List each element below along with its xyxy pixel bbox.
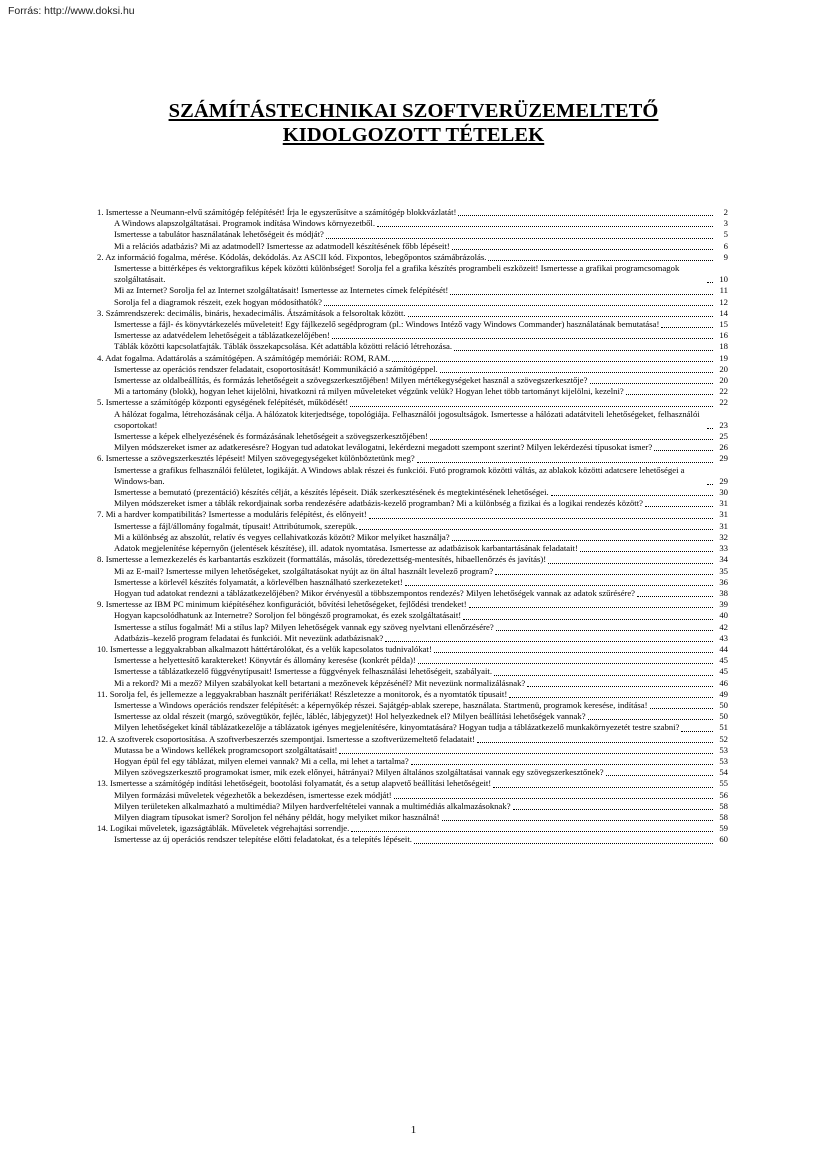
dot-leader: [661, 326, 713, 328]
dot-leader: [452, 248, 713, 250]
toc-entry[interactable]: [97, 554, 728, 565]
toc-entry-page: 26: [719, 442, 728, 453]
toc-entry-text: Hogyan kapcsolódhatunk az Internetre? Soroljon fel böngésző programokat, és ezek szolgáltatásait!: [114, 610, 462, 621]
toc-entry[interactable]: [97, 778, 728, 789]
toc-entry[interactable]: [97, 812, 728, 823]
dot-leader: [324, 304, 713, 306]
toc-entry-text: Ismertesse a fájl- és könyvtárkezelés műveleteit! Egy fájlkezelő segédprogram (pl.: Windows Intéző vagy Windows Commander) használatának bemutatása!: [114, 319, 660, 330]
dot-leader: [454, 349, 713, 351]
toc-entry-text: Ismertesse a Windows operációs rendszer felépítését: a képernyőkép részei. Sajátgép-ablak szerepe, használata. Startmenü, programok keresése, indítása!: [114, 699, 648, 710]
dot-leader: [394, 797, 713, 799]
dot-leader: [469, 606, 713, 608]
toc-entry-text: 5. Ismertesse a számítógép központi egységének felépítését, működését!: [97, 397, 349, 408]
toc-entry-page: 20: [719, 363, 728, 374]
toc-entry-page: 29: [719, 453, 728, 464]
toc-entry-page: 58: [719, 800, 728, 811]
toc-entry[interactable]: [97, 218, 728, 229]
dot-leader: [527, 685, 713, 687]
toc-entry[interactable]: [97, 678, 728, 689]
toc-entry[interactable]: [97, 252, 728, 263]
toc-entry[interactable]: [97, 397, 728, 408]
toc-entry-page: 51: [719, 722, 728, 733]
toc-entry-page: 5: [723, 229, 728, 240]
dot-leader: [440, 371, 713, 373]
dot-leader: [377, 225, 713, 227]
dot-leader: [332, 337, 713, 339]
toc-entry-page: 30: [719, 487, 728, 498]
toc-entry-page: 10: [719, 274, 728, 285]
toc-entry[interactable]: [97, 465, 728, 487]
toc-entry[interactable]: [97, 610, 728, 621]
toc-entry-page: 60: [719, 834, 728, 845]
toc-entry-page: 25: [719, 431, 728, 442]
toc-entry[interactable]: [97, 801, 728, 812]
toc-entry[interactable]: [97, 543, 728, 554]
dot-leader: [477, 741, 713, 743]
toc-entry-text: Milyen lehetőségeket kínál táblázatkezelője a táblázatok igényes megjelenítésére, kinyomtatására? Hogyan tudja a táblázatkezelő munkakörnyezetét testre szabni?: [114, 722, 680, 733]
toc-entry-page: 42: [719, 621, 728, 632]
toc-entry[interactable]: [97, 532, 728, 543]
toc-entry-page: 45: [719, 666, 728, 677]
toc-entry-page: 49: [719, 688, 728, 699]
dot-leader: [385, 640, 713, 642]
toc-entry-text: Ismertesse a fájl/állomány fogalmát, típusait! Attribútumok, szerepük.: [114, 520, 358, 531]
dot-leader: [458, 214, 713, 216]
toc-entry-text: Ismertesse a körlevél készítés folyamatát, a körlevélben használható szerkezeteket!: [114, 576, 403, 587]
toc-entry-page: 12: [719, 296, 728, 307]
toc-entry[interactable]: [97, 308, 728, 319]
toc-entry[interactable]: [97, 319, 728, 330]
dot-leader: [326, 237, 713, 239]
page-number: 1: [410, 1124, 417, 1136]
toc-entry-page: 2: [723, 207, 728, 217]
dot-leader: [369, 517, 713, 519]
toc-entry-page: 32: [719, 531, 728, 542]
toc-entry-page: 33: [719, 543, 728, 554]
toc-entry-page: 38: [719, 587, 728, 598]
toc-entry-text: Sorolja fel a diagramok részeit, ezek hogyan módosíthatók?: [114, 296, 322, 307]
toc-entry-text: A hálózat fogalma, létrehozásának célja. A hálózatok kiterjedtsége, topológiája. Felhasználói jogosultságok. Ismertesse a hálózati adatátviteli lehetőségeket, felhasználói csoportokat!: [114, 408, 700, 430]
toc-entry-page: 23: [719, 419, 728, 430]
dot-leader: [707, 281, 713, 283]
toc-entry[interactable]: [97, 285, 728, 296]
dot-leader: [590, 382, 713, 384]
toc-entry-page: 18: [719, 341, 728, 352]
toc-entry-text: Ismertesse a tabulátor használatának lehetőségeit és módját?: [114, 229, 324, 240]
toc-entry-page: 31: [719, 498, 728, 509]
toc-entry-text: 2. Az információ fogalma, mérése. Kódolás, dekódolás. Az ASCII kód. Fixpontos, lebegőpontos számábrázolás.: [97, 251, 487, 262]
toc-entry-page: 50: [719, 711, 728, 722]
toc-entry-text: 3. Számrendszerek: decimális, bináris, hexadecimális. Átszámítások a felsoroltak között.: [97, 307, 406, 318]
dot-leader: [606, 774, 713, 776]
toc-entry-text: A Windows alapszolgáltatásai. Programok indítása Windows környezetből.: [114, 218, 376, 229]
toc-entry[interactable]: [97, 341, 728, 352]
toc-entry[interactable]: [97, 431, 728, 442]
toc-entry-page: 31: [719, 509, 728, 520]
dot-leader: [411, 763, 713, 765]
toc-entry-page: 22: [719, 386, 728, 397]
toc-entry-page: 16: [719, 330, 728, 341]
dot-leader: [430, 438, 713, 440]
dot-leader: [488, 259, 713, 261]
dot-leader: [434, 651, 713, 653]
toc-entry-text: 7. Mi a hardver kompatibilitás? Ismertesse a moduláris felépítést, és előnyeit!: [97, 509, 367, 520]
toc-entry[interactable]: [97, 453, 728, 464]
toc-entry-text: Mi a relációs adatbázis? Mi az adatmodell? Ismertesse az adatmodell készítésének főbb lépéseit!: [114, 240, 450, 251]
toc-entry[interactable]: [97, 487, 728, 498]
table-of-contents: [97, 207, 728, 846]
toc-entry[interactable]: [97, 599, 728, 610]
toc-entry-text: Mi a rekord? Mi a mező? Milyen szabályokat kell betartani a mezőnevek képzésénél? Mit nevezünk normalizálásnak?: [114, 677, 526, 688]
toc-entry-text: Mi a különbség az abszolút, relatív és vegyes cellahivatkozás között? Mikor melyiket használja?: [114, 531, 450, 542]
toc-entry[interactable]: [97, 375, 728, 386]
toc-entry-page: 50: [719, 699, 728, 710]
toc-entry[interactable]: [97, 509, 728, 520]
toc-entry[interactable]: [97, 734, 728, 745]
dot-leader: [339, 752, 713, 754]
toc-entry-page: 56: [719, 789, 728, 800]
dot-leader: [452, 539, 713, 541]
toc-entry[interactable]: [97, 241, 728, 252]
dot-leader: [493, 786, 713, 788]
dot-leader: [417, 461, 713, 463]
toc-entry-page: 40: [719, 610, 728, 621]
toc-entry-page: 22: [719, 397, 728, 408]
dot-leader: [359, 528, 713, 530]
toc-entry-text: 1. Ismertesse a Neumann-elvű számítógép felépítését! Írja le egyszerűsítve a számítógép blokkvázlatát!: [97, 207, 457, 217]
toc-entry-text: Ismertesse a képek elhelyezésének és formázásának lehetőségeit a szövegszerkesztőjében!: [114, 431, 429, 442]
toc-entry-text: 11. Sorolja fel, és jellemezze a leggyakrabban használt perifériákat! Részletezze a monitorok, és a nyomtatók típusait!: [97, 688, 508, 699]
toc-entry-text: Ismertesse a táblázatkezelő függvénytípusait! Ismertesse a függvények felhasználási lehetőségeit, szabályait.: [114, 666, 492, 677]
toc-entry-text: Ismertesse a bemutató (prezentáció) készítés célját, a készítés lépéseit. Diák szerkesztésének és megtekintésének lehetőségei.: [114, 487, 549, 498]
dot-leader: [392, 360, 713, 362]
toc-entry-page: 44: [719, 643, 728, 654]
dot-leader: [509, 696, 713, 698]
dot-leader: [645, 505, 713, 507]
toc-entry-text: Mi a tartomány (blokk), hogyan lehet kijelölni, hivatkozni rá milyen műveleteket végzünk velük? Hogyan lehet több tartományt kijelölni, kezelni?: [114, 386, 624, 397]
toc-entry-page: 59: [719, 823, 728, 834]
toc-entry[interactable]: [97, 364, 728, 375]
toc-entry-text: Milyen módszereket ismer az adatkeresésre? Hogyan tud adatokat leválogatni, lekérdezni megadott szempont szerint? Milyen lekérdezési típusokat ismer?: [114, 442, 653, 453]
dot-leader: [513, 808, 713, 810]
toc-entry-text: Hogyan épül fel egy táblázat, milyen elemei vannak? Mi a cella, mi lehet a tartalma?: [114, 755, 409, 766]
toc-entry-page: 54: [719, 767, 728, 778]
toc-entry-page: 46: [719, 677, 728, 688]
toc-entry[interactable]: [97, 834, 728, 845]
toc-entry[interactable]: [97, 711, 728, 722]
dot-leader: [588, 718, 713, 720]
toc-entry-text: 14. Logikai műveletek, igazságtáblák. Műveletek végrehajtási sorrendje.: [97, 823, 350, 834]
toc-entry-text: Ismertesse a helyettesítő karaktereket! Könyvtár és állomány keresése (konkrét példa)!: [114, 655, 416, 666]
toc-entry[interactable]: [97, 756, 728, 767]
toc-entry[interactable]: [97, 622, 728, 633]
toc-entry[interactable]: [97, 633, 728, 644]
dot-leader: [450, 293, 713, 295]
dot-leader: [707, 427, 713, 429]
toc-entry[interactable]: [97, 577, 728, 588]
toc-entry-text: Ismertesse az új operációs rendszer telepítése előtti feladatokat, és a telepítés lépéseit.: [114, 834, 412, 845]
toc-entry[interactable]: [97, 263, 728, 285]
toc-entry[interactable]: [97, 409, 728, 431]
toc-entry[interactable]: [97, 666, 728, 677]
toc-entry-page: 29: [719, 475, 728, 486]
toc-entry-text: Ismertesse a stílus fogalmát! Mi a stílus lap? Milyen lehetőségek vannak egy szöveg nyelvtani ellenőrzésére?: [114, 621, 494, 632]
toc-entry-text: Milyen diagram típusokat ismer? Soroljon fel néhány példát, hogy melyiket mikor használná!: [114, 811, 440, 822]
dot-leader: [495, 573, 713, 575]
toc-entry-text: Ismertesse az adatvédelem lehetőségeit a táblázatkezelőjében!: [114, 330, 330, 341]
toc-entry-page: 3: [723, 218, 728, 229]
dot-leader: [551, 494, 713, 496]
toc-entry-page: 34: [719, 554, 728, 565]
toc-entry-page: 43: [719, 632, 728, 643]
source-header: Forrás: http://www.doksi.hu: [8, 5, 135, 17]
toc-entry[interactable]: [97, 790, 728, 801]
toc-entry-page: 20: [719, 375, 728, 386]
toc-entry[interactable]: [97, 297, 728, 308]
toc-entry-text: Ismertesse a grafikus felhasználói felületet, logikáját. A Windows ablak részei és funkciói. Futó programok közötti váltás, az ablakok közötti adatcsere lehetőségei a Windows-ban.: [114, 464, 685, 486]
toc-entry[interactable]: [97, 566, 728, 577]
toc-entry[interactable]: [97, 644, 728, 655]
toc-entry-text: Ismertesse az operációs rendszer feladatait, csoportosítását! Kommunikáció a számítógéppel.: [114, 363, 438, 374]
toc-entry-text: Milyen módszereket ismer a táblák rekordjainak sorba rendezésére adatbázis-kezelő programban? Mi a különbség a fizikai és a logikai rendezés között?: [114, 498, 643, 509]
toc-entry-text: Milyen formázási műveletek végezhetők a bekezdésen, ismertesse ezek módját!: [114, 789, 392, 800]
dot-leader: [494, 674, 713, 676]
toc-entry-page: 45: [719, 655, 728, 666]
toc-entry[interactable]: [97, 498, 728, 509]
dot-leader: [681, 730, 713, 732]
dot-leader: [548, 562, 713, 564]
toc-entry-text: Mi az E-mail? Ismertesse milyen lehetőségeket, szolgáltatásokat nyújt az ön által használt levelező program?: [114, 565, 494, 576]
toc-entry-text: Milyen szövegszerkesztő programokat ismer, mik ezek előnyei, hátrányai? Milyen általános szolgáltatásai vannak egy szövegszerkesztőnek?: [114, 767, 604, 778]
toc-entry[interactable]: [97, 722, 728, 733]
toc-entry-text: Mi az Internet? Sorolja fel az Internet szolgáltatásait! Ismertesse az Internetes címek felépítését!: [114, 285, 449, 296]
toc-entry-text: 9. Ismertesse az IBM PC minimum kiépítéséhez konfigurációt, bővítési lehetőségeket, fejlődési trendeket!: [97, 599, 467, 610]
toc-entry[interactable]: [97, 330, 728, 341]
toc-entry-text: 4. Adat fogalma. Adattárolás a számítógépen. A számítógép memóriái: ROM, RAM.: [97, 352, 391, 363]
dot-leader: [350, 405, 713, 407]
toc-entry[interactable]: [97, 442, 728, 453]
toc-entry-text: Adatok megjelenítése képernyőn (jelentések készítése), ill. adatok nyomtatása. Ismertesse az adatbázisok karbantartásának feladatait!: [114, 543, 578, 554]
toc-entry[interactable]: [97, 700, 728, 711]
toc-entry[interactable]: [97, 521, 728, 532]
toc-entry-text: Ismertesse az oldal részeit (margó, szövegtükör, fejléc, lábléc, lábjegyzet)! Hol helyezkednek el? Milyen beállítási lehetőségek vannak?: [114, 711, 586, 722]
toc-entry-page: 19: [719, 352, 728, 363]
dot-leader: [496, 629, 713, 631]
toc-entry-page: 55: [719, 778, 728, 789]
toc-entry-page: 31: [719, 520, 728, 531]
dot-leader: [580, 550, 713, 552]
toc-entry-text: 6. Ismertesse a szövegszerkesztés lépéseit! Milyen szövegegységeket különböztetünk meg?: [97, 453, 415, 464]
toc-entry-text: Mutassa be a Windows kellékek programcsoport szolgáltatásait!: [114, 744, 338, 755]
toc-entry-text: Milyen területeken alkalmazható a multimédia? Milyen hardverfeltételei vannak a multimédiás alkalmazásoknak?: [114, 800, 511, 811]
document-title-line2: KIDOLGOZOTT TÉTELEK: [282, 124, 545, 146]
toc-entry[interactable]: [97, 588, 728, 599]
toc-entry[interactable]: [97, 207, 728, 218]
dot-leader: [626, 393, 713, 395]
toc-entry-text: Ismertesse a bittérképes és vektorgrafikus képek közötti különbséget! Sorolja fel a grafika készítés programbeli eszközeit! Ismertesse a grafikai programcsomagok szolgáltatásait.: [114, 263, 680, 285]
toc-entry-page: 58: [719, 811, 728, 822]
toc-entry-text: Adatbázis–kezelő program feladatai és funkciói. Mit nevezünk adatbázisnak?: [114, 632, 384, 643]
toc-entry-text: 8. Ismertesse a lemezkezelés és karbantartás eszközeit (formattálás, másolás, töredezettség-mentesítés, hibaellenőrzés és javítás)!: [97, 554, 547, 565]
toc-entry[interactable]: [97, 655, 728, 666]
toc-entry-text: Hogyan tud adatokat rendezni a táblázatkezelőjében? Mikor érvényesül a többszempontos rendezés? Milyen lehetőségek vannak az adatok szűrésére?: [114, 587, 636, 598]
toc-entry[interactable]: [97, 745, 728, 756]
dot-leader: [463, 618, 713, 620]
dot-leader: [637, 595, 713, 597]
dot-leader: [654, 449, 713, 451]
toc-entry-text: Ismertesse az oldalbeállítás, és formázás lehetőségeit a szövegszerkesztőjében! Milyen mértékegységeket használ a szövegszerkesztője?: [114, 375, 588, 386]
toc-entry-page: 53: [719, 744, 728, 755]
toc-entry-page: 52: [719, 733, 728, 744]
dot-leader: [418, 662, 713, 664]
toc-entry[interactable]: [97, 353, 728, 364]
toc-entry[interactable]: [97, 767, 728, 778]
toc-entry-text: 10. Ismertesse a leggyakrabban alkalmazott háttértárolókat, és a velük kapcsolatos tudnivalókat!: [97, 643, 432, 654]
toc-entry[interactable]: [97, 229, 728, 240]
toc-entry-text: Táblák közötti kapcsolatfajták. Táblák összekapcsolása. Két adattábla közötti reláció létrehozása.: [114, 341, 453, 352]
dot-leader: [351, 830, 713, 832]
dot-leader: [442, 819, 713, 821]
toc-entry-page: 39: [719, 599, 728, 610]
toc-entry-page: 36: [719, 576, 728, 587]
dot-leader: [405, 584, 713, 586]
toc-entry-page: 11: [719, 285, 728, 296]
dot-leader: [707, 483, 713, 485]
toc-entry-text: 12. A szoftverek csoportosítása. A szoftverbeszerzés szempontjai. Ismertesse a szoftverüzemeltető feladatait!: [97, 733, 476, 744]
toc-entry-page: 15: [719, 319, 728, 330]
dot-leader: [650, 707, 713, 709]
dot-leader: [408, 315, 713, 317]
document-title-line1: SZÁMÍTÁSTECHNIKAI SZOFTVERÜZEMELTETŐ: [168, 100, 659, 122]
toc-entry-page: 9: [723, 251, 728, 262]
toc-entry-page: 6: [723, 240, 728, 251]
toc-entry-page: 53: [719, 755, 728, 766]
toc-entry[interactable]: [97, 386, 728, 397]
toc-entry[interactable]: [97, 689, 728, 700]
toc-entry-page: 35: [719, 565, 728, 576]
toc-entry-page: 14: [719, 307, 728, 318]
toc-entry[interactable]: [97, 823, 728, 834]
dot-leader: [414, 842, 713, 844]
toc-entry-text: 13. Ismertesse a számítógép indítási lehetőségeit, bootolási folyamatát, és a setup alapvető beállítási lehetőségeit!: [97, 778, 492, 789]
